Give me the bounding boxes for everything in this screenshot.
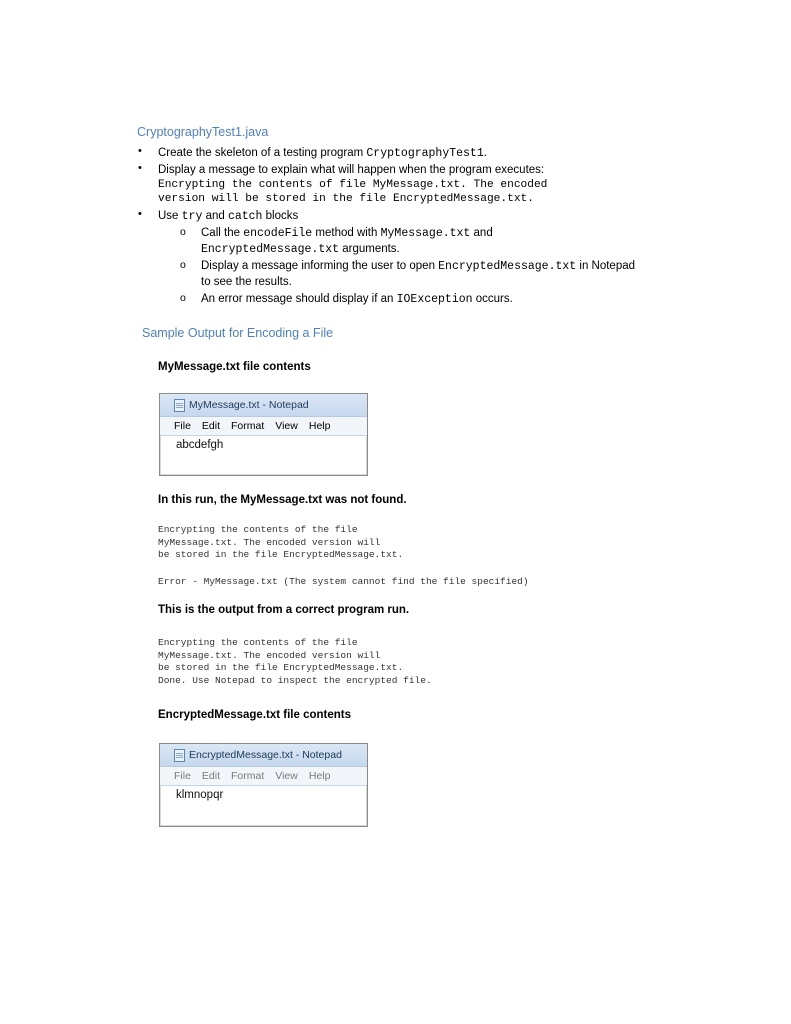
console-output-success	[158, 637, 432, 687]
menu-file[interactable]: File	[174, 770, 191, 782]
notfound-label: In this run, the MyMessage.txt was not found.	[158, 494, 407, 506]
subbullet-text: Call the	[201, 227, 244, 239]
console-line: be stored in the file EncryptedMessage.txt.	[158, 549, 404, 561]
subbullet-ioexception	[201, 291, 513, 308]
code-mymessage: MyMessage.txt	[380, 227, 471, 240]
notepad-titlebar	[160, 394, 367, 417]
section-title: CryptographyTest1.java	[137, 125, 269, 139]
bullet-text: blocks	[262, 210, 299, 222]
console-line: be stored in the file EncryptedMessage.txt.	[158, 662, 404, 674]
code-message-line2: version will be stored in the file EncryptedMessage.txt.	[158, 193, 534, 205]
notepad-icon	[174, 399, 185, 412]
console-error-line: Error - MyMessage.txt (The system cannot find the file specified)	[158, 576, 529, 587]
notepad-window-encrypted	[159, 743, 368, 827]
menu-format[interactable]: Format	[231, 770, 265, 782]
subbullet-encodefile	[201, 225, 493, 242]
bullet-display-message: Display a message to explain what will happen when the program executes:	[158, 164, 545, 176]
subbullet-text: An error message should display if an	[201, 293, 397, 305]
code-try: try	[181, 210, 203, 223]
correct-run-label: This is the output from a correct program run.	[158, 604, 410, 616]
code-encryptedmessage: EncryptedMessage.txt	[201, 243, 340, 256]
notepad-text-area[interactable]: abcdefgh	[176, 439, 224, 451]
sample-output-title: Sample Output for Encoding a File	[142, 326, 334, 340]
code-catch: catch	[227, 210, 263, 223]
subbullet-marker: o	[180, 259, 186, 271]
subbullet-marker: o	[180, 292, 186, 304]
bullet-dot: •	[138, 145, 142, 157]
console-line: Encrypting the contents of the file	[158, 524, 358, 535]
bullet-try-catch	[158, 208, 298, 225]
subbullet-marker: o	[180, 226, 186, 238]
subbullet-open-notepad-line2: to see the results.	[201, 276, 292, 288]
encrypted-label: EncryptedMessage.txt file contents	[158, 709, 351, 721]
notepad-icon	[174, 749, 185, 762]
bullet-dot: •	[138, 208, 142, 220]
bullet-create-skeleton	[158, 145, 487, 162]
menu-file[interactable]: File	[174, 420, 191, 432]
menu-edit[interactable]: Edit	[201, 420, 221, 432]
subbullet-text: and	[470, 227, 493, 239]
subbullet-open-notepad	[201, 258, 635, 275]
console-output-error	[158, 524, 403, 562]
bullet-text: Create the skeleton of a testing program	[158, 147, 367, 159]
subbullet-encodefile-line2	[201, 241, 400, 258]
notepad-titlebar	[160, 744, 367, 767]
subbullet-text: Display a message informing the user to open	[201, 260, 439, 272]
subbullet-text: method with	[312, 227, 381, 239]
mymessage-label: MyMessage.txt file contents	[158, 361, 311, 373]
subbullet-text: arguments.	[339, 243, 400, 255]
menu-view[interactable]: View	[275, 420, 298, 432]
console-line: Encrypting the contents of the file	[158, 637, 358, 648]
code-encryptedmessage: EncryptedMessage.txt	[438, 260, 577, 273]
notepad-window-mymessage	[159, 393, 368, 476]
menu-edit[interactable]: Edit	[201, 770, 221, 782]
code-cryptographytest1: CryptographyTest1	[366, 147, 484, 160]
notepad-text-area[interactable]: klmnopqr	[176, 789, 224, 801]
bullet-text: and	[202, 210, 228, 222]
menu-view[interactable]: View	[275, 770, 298, 782]
bullet-end: .	[483, 147, 487, 159]
notepad-menubar	[160, 417, 367, 436]
notepad-title: EncryptedMessage.txt - Notepad	[189, 749, 342, 761]
console-line: MyMessage.txt. The encoded version will	[158, 536, 381, 548]
bullet-text: Use	[158, 210, 182, 222]
bullet-dot: •	[138, 162, 142, 174]
menu-format[interactable]: Format	[231, 420, 265, 432]
code-encodefile: encodeFile	[243, 227, 313, 240]
code-message-line1: Encrypting the contents of file MyMessage.txt. The encoded	[158, 179, 548, 191]
subbullet-text: in Notepad	[576, 260, 636, 272]
menu-help[interactable]: Help	[308, 420, 331, 432]
console-line: Done. Use Notepad to inspect the encrypted file.	[158, 674, 432, 686]
code-ioexception: IOException	[396, 293, 473, 306]
console-line: MyMessage.txt. The encoded version will	[158, 649, 381, 661]
notepad-title: MyMessage.txt - Notepad	[189, 399, 309, 411]
menu-help[interactable]: Help	[308, 770, 331, 782]
subbullet-text: occurs.	[472, 293, 513, 305]
notepad-menubar	[160, 767, 367, 786]
